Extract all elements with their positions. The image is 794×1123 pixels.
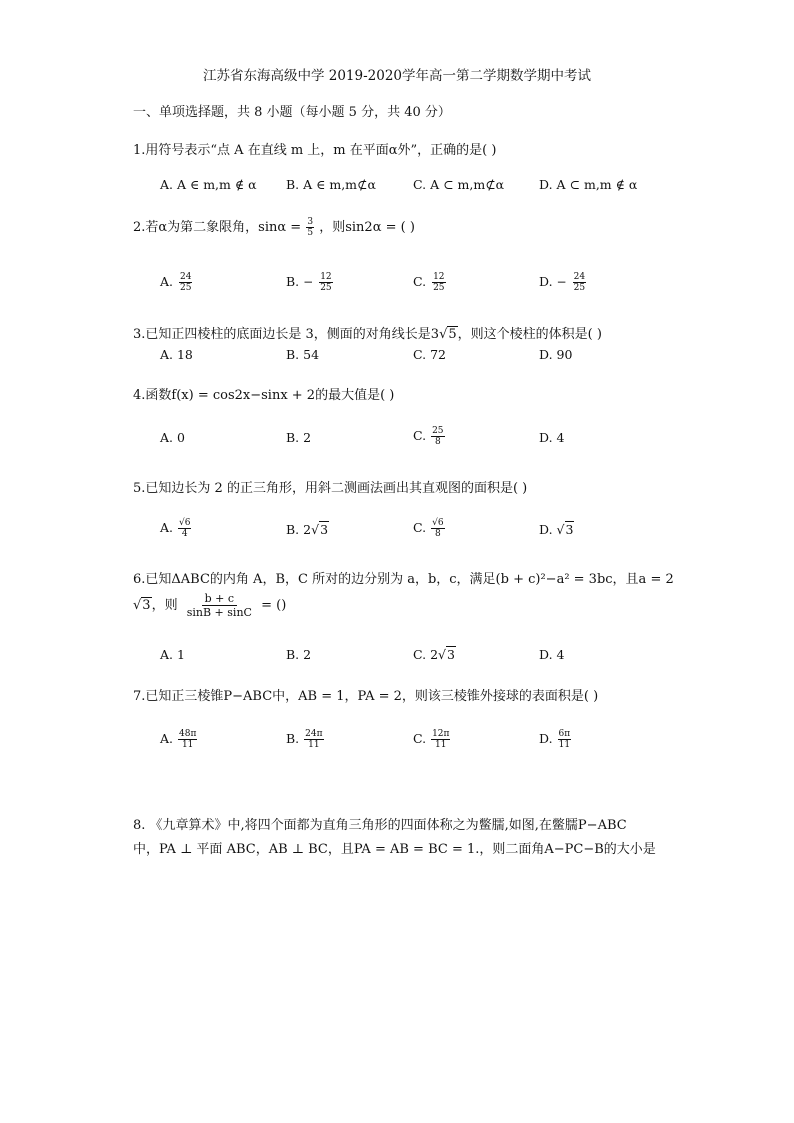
q7-option-b-num: 24π (305, 729, 323, 739)
q5-option-b[interactable] (286, 522, 329, 537)
q5-option-a-num: √6 (179, 518, 191, 528)
question-1-stem: 1.用符号表示“点 A 在直线 m 上，m 在平面α外”，正确的是( ) (133, 143, 497, 158)
q2-option-d-sign: − (556, 275, 567, 289)
q2-option-c-label: C. (413, 274, 427, 289)
q3-option-b[interactable]: B. 54 (286, 347, 320, 362)
q2-option-d-den: 25 (573, 283, 586, 293)
q6-line2-part-a: ，则 (151, 598, 178, 613)
q2-option-a-label: A. (160, 274, 174, 289)
q7-option-b-label: B. (286, 731, 300, 746)
q6-fraction (184, 592, 255, 619)
q6-line2-part-b: = () (261, 598, 287, 613)
q7-option-c-num: 12π (432, 729, 450, 739)
q2-stem-part-b: ，则sin2α = ( ) (319, 220, 415, 235)
q1-option-b[interactable]: B. A ∈ m,m⊄α (286, 177, 376, 192)
q7-option-d-num: 6π (558, 729, 571, 739)
q2-option-b[interactable] (286, 272, 334, 293)
q6-option-d[interactable]: D. 4 (539, 647, 565, 662)
q7-option-a-num: 48π (179, 729, 197, 739)
q5-option-d[interactable] (539, 522, 574, 537)
q5-option-b-radicand: 3 (320, 522, 329, 537)
question-4-stem: 4.函数f(x) = cos2x−sinx + 2的最大值是( ) (133, 388, 395, 403)
q7-option-a[interactable] (160, 729, 198, 750)
q7-option-d-fraction (558, 729, 572, 750)
q1-option-a[interactable]: A. A ∈ m,m ∉ α (160, 177, 257, 192)
q3-stem-part-a: 3.已知正四棱柱的底面边长是 3，侧面的对角线长是3 (133, 327, 440, 342)
q2-option-d[interactable] (539, 272, 587, 293)
q2-option-b-num: 12 (320, 272, 332, 282)
question-7-stem: 7.已知正三棱锥P−ABC中，AB = 1，PA = 2，则该三棱锥外接球的表面积是( ) (133, 689, 599, 704)
q2-option-c-den: 25 (433, 283, 445, 293)
q4-option-d[interactable]: D. 4 (539, 430, 565, 445)
q4-option-c-fraction (431, 426, 444, 447)
q2-stem-fraction (306, 217, 314, 238)
q2-option-a-fraction (179, 272, 192, 293)
question-3-stem (133, 323, 602, 342)
q5-option-a-den: 4 (181, 529, 188, 539)
q2-option-c-num: 12 (433, 272, 445, 282)
q7-option-d-den: 11 (558, 740, 571, 750)
q7-option-b[interactable] (286, 729, 325, 750)
q5-option-a-label: A. (160, 520, 174, 535)
q1-option-c[interactable]: C. A ⊂ m,m⊄α (413, 177, 505, 192)
q6-sqrt: √3 (133, 598, 151, 613)
question-8-line-2: 中，PA ⊥ 平面 ABC，AB ⊥ BC，且PA = AB = BC = 1.，则二面角A−PC−B的大小是 (133, 842, 656, 857)
section-heading: 一、单项选择题，共 8 小题（每小题 5 分，共 40 分） (133, 105, 451, 120)
q7-option-c-den: 11 (435, 740, 447, 750)
q7-option-a-den: 11 (181, 740, 194, 750)
q5-option-c-radicand: 6 (437, 518, 444, 528)
q7-option-a-fraction (178, 729, 197, 750)
q5-option-d-label: D. (539, 522, 553, 537)
q2-option-b-label: B. (286, 274, 300, 289)
q3-stem-part-b: ，则这个棱柱的体积是( ) (457, 327, 602, 342)
q5-option-d-radicand: 3 (565, 522, 574, 537)
q7-option-b-den: 11 (308, 740, 320, 750)
q2-option-b-fraction (319, 272, 332, 293)
q7-option-d-label: D. (539, 731, 553, 746)
q2-option-b-den: 25 (320, 283, 332, 293)
q4-option-c-label: C. (413, 428, 427, 443)
q4-option-c[interactable] (413, 426, 446, 447)
q2-option-c-fraction (432, 272, 445, 293)
q6-option-c[interactable] (413, 647, 456, 662)
q2-stem-den: 5 (307, 228, 314, 238)
q2-stem-num: 3 (307, 217, 314, 227)
q3-sqrt-radicand: 5 (448, 327, 457, 342)
q5-option-b-sqrt: √3 (311, 522, 329, 537)
q6-sqrt-radicand: 3 (142, 598, 151, 613)
q7-option-b-fraction (304, 729, 323, 750)
q5-option-c-label: C. (413, 520, 427, 535)
q6-fraction-den: sinB + sinC (186, 606, 252, 619)
question-5-stem: 5.已知边长为 2 的正三角形，用斜二测画法画出其直观图的面积是( ) (133, 481, 528, 496)
q5-option-d-sqrt: √3 (556, 522, 574, 537)
q5-option-c-den: 8 (434, 529, 441, 539)
q2-option-b-sign: − (303, 275, 314, 289)
q7-option-a-label: A. (160, 731, 174, 746)
q2-option-a[interactable] (160, 272, 193, 293)
q6-option-c-sqrt: √3 (438, 647, 455, 662)
q5-option-b-label: B. 2 (286, 522, 312, 537)
q6-option-b[interactable]: B. 2 (286, 647, 312, 662)
exam-title: 江苏省东海高级中学 2019-2020学年高一第二学期数学期中考试 (202, 68, 592, 84)
q6-option-a[interactable]: A. 1 (160, 647, 185, 662)
q6-option-c-radicand: 3 (447, 647, 455, 662)
q7-option-c[interactable] (413, 729, 451, 750)
q5-option-c[interactable] (413, 518, 446, 539)
q5-option-a-fraction (178, 518, 191, 539)
q7-option-d[interactable] (539, 729, 572, 750)
q3-option-c[interactable]: C. 72 (413, 347, 446, 362)
q2-option-a-num: 24 (180, 272, 192, 282)
question-6-line-1: 6.已知ΔABC的内角 A，B，C 所对的边分别为 a，b，c，满足(b + c)²−a² = 3bc，且a = 2 (133, 572, 674, 587)
q3-sqrt: √5 (439, 327, 457, 342)
q2-option-d-num: 24 (573, 272, 586, 282)
question-8-line-1: 8. 《九章算术》中,将四个面都为直角三角形的四面体称之为鳖臑,如图,在鳖臑P−ABC (133, 818, 627, 833)
q7-option-c-fraction (431, 729, 450, 750)
q5-option-a-radicand: 6 (184, 518, 191, 528)
q5-option-c-fraction (431, 518, 444, 539)
q2-option-d-fraction (573, 272, 586, 293)
q2-option-d-label: D. (539, 274, 553, 289)
q5-option-c-num: √6 (432, 518, 444, 528)
q2-option-a-den: 25 (180, 283, 192, 293)
q4-option-b[interactable]: B. 2 (286, 430, 312, 445)
q6-fraction-num: b + c (202, 592, 237, 606)
q3-option-d[interactable]: D. 90 (539, 347, 573, 362)
q4-option-c-den: 8 (434, 437, 441, 447)
question-2-stem (133, 216, 415, 238)
q2-option-c[interactable] (413, 272, 447, 293)
q6-option-c-label: C. 2 (413, 647, 439, 662)
q5-option-a[interactable] (160, 518, 192, 539)
q2-stem-part-a: 2.若α为第二象限角，sinα = (133, 220, 302, 235)
q1-option-d[interactable]: D. A ⊂ m,m ∉ α (539, 177, 638, 192)
question-6-line-2 (133, 592, 286, 619)
q4-option-c-num: 25 (432, 426, 444, 436)
q3-option-a[interactable]: A. 18 (160, 347, 193, 362)
q4-option-a[interactable]: A. 0 (160, 430, 185, 445)
q7-option-c-label: C. (413, 731, 427, 746)
